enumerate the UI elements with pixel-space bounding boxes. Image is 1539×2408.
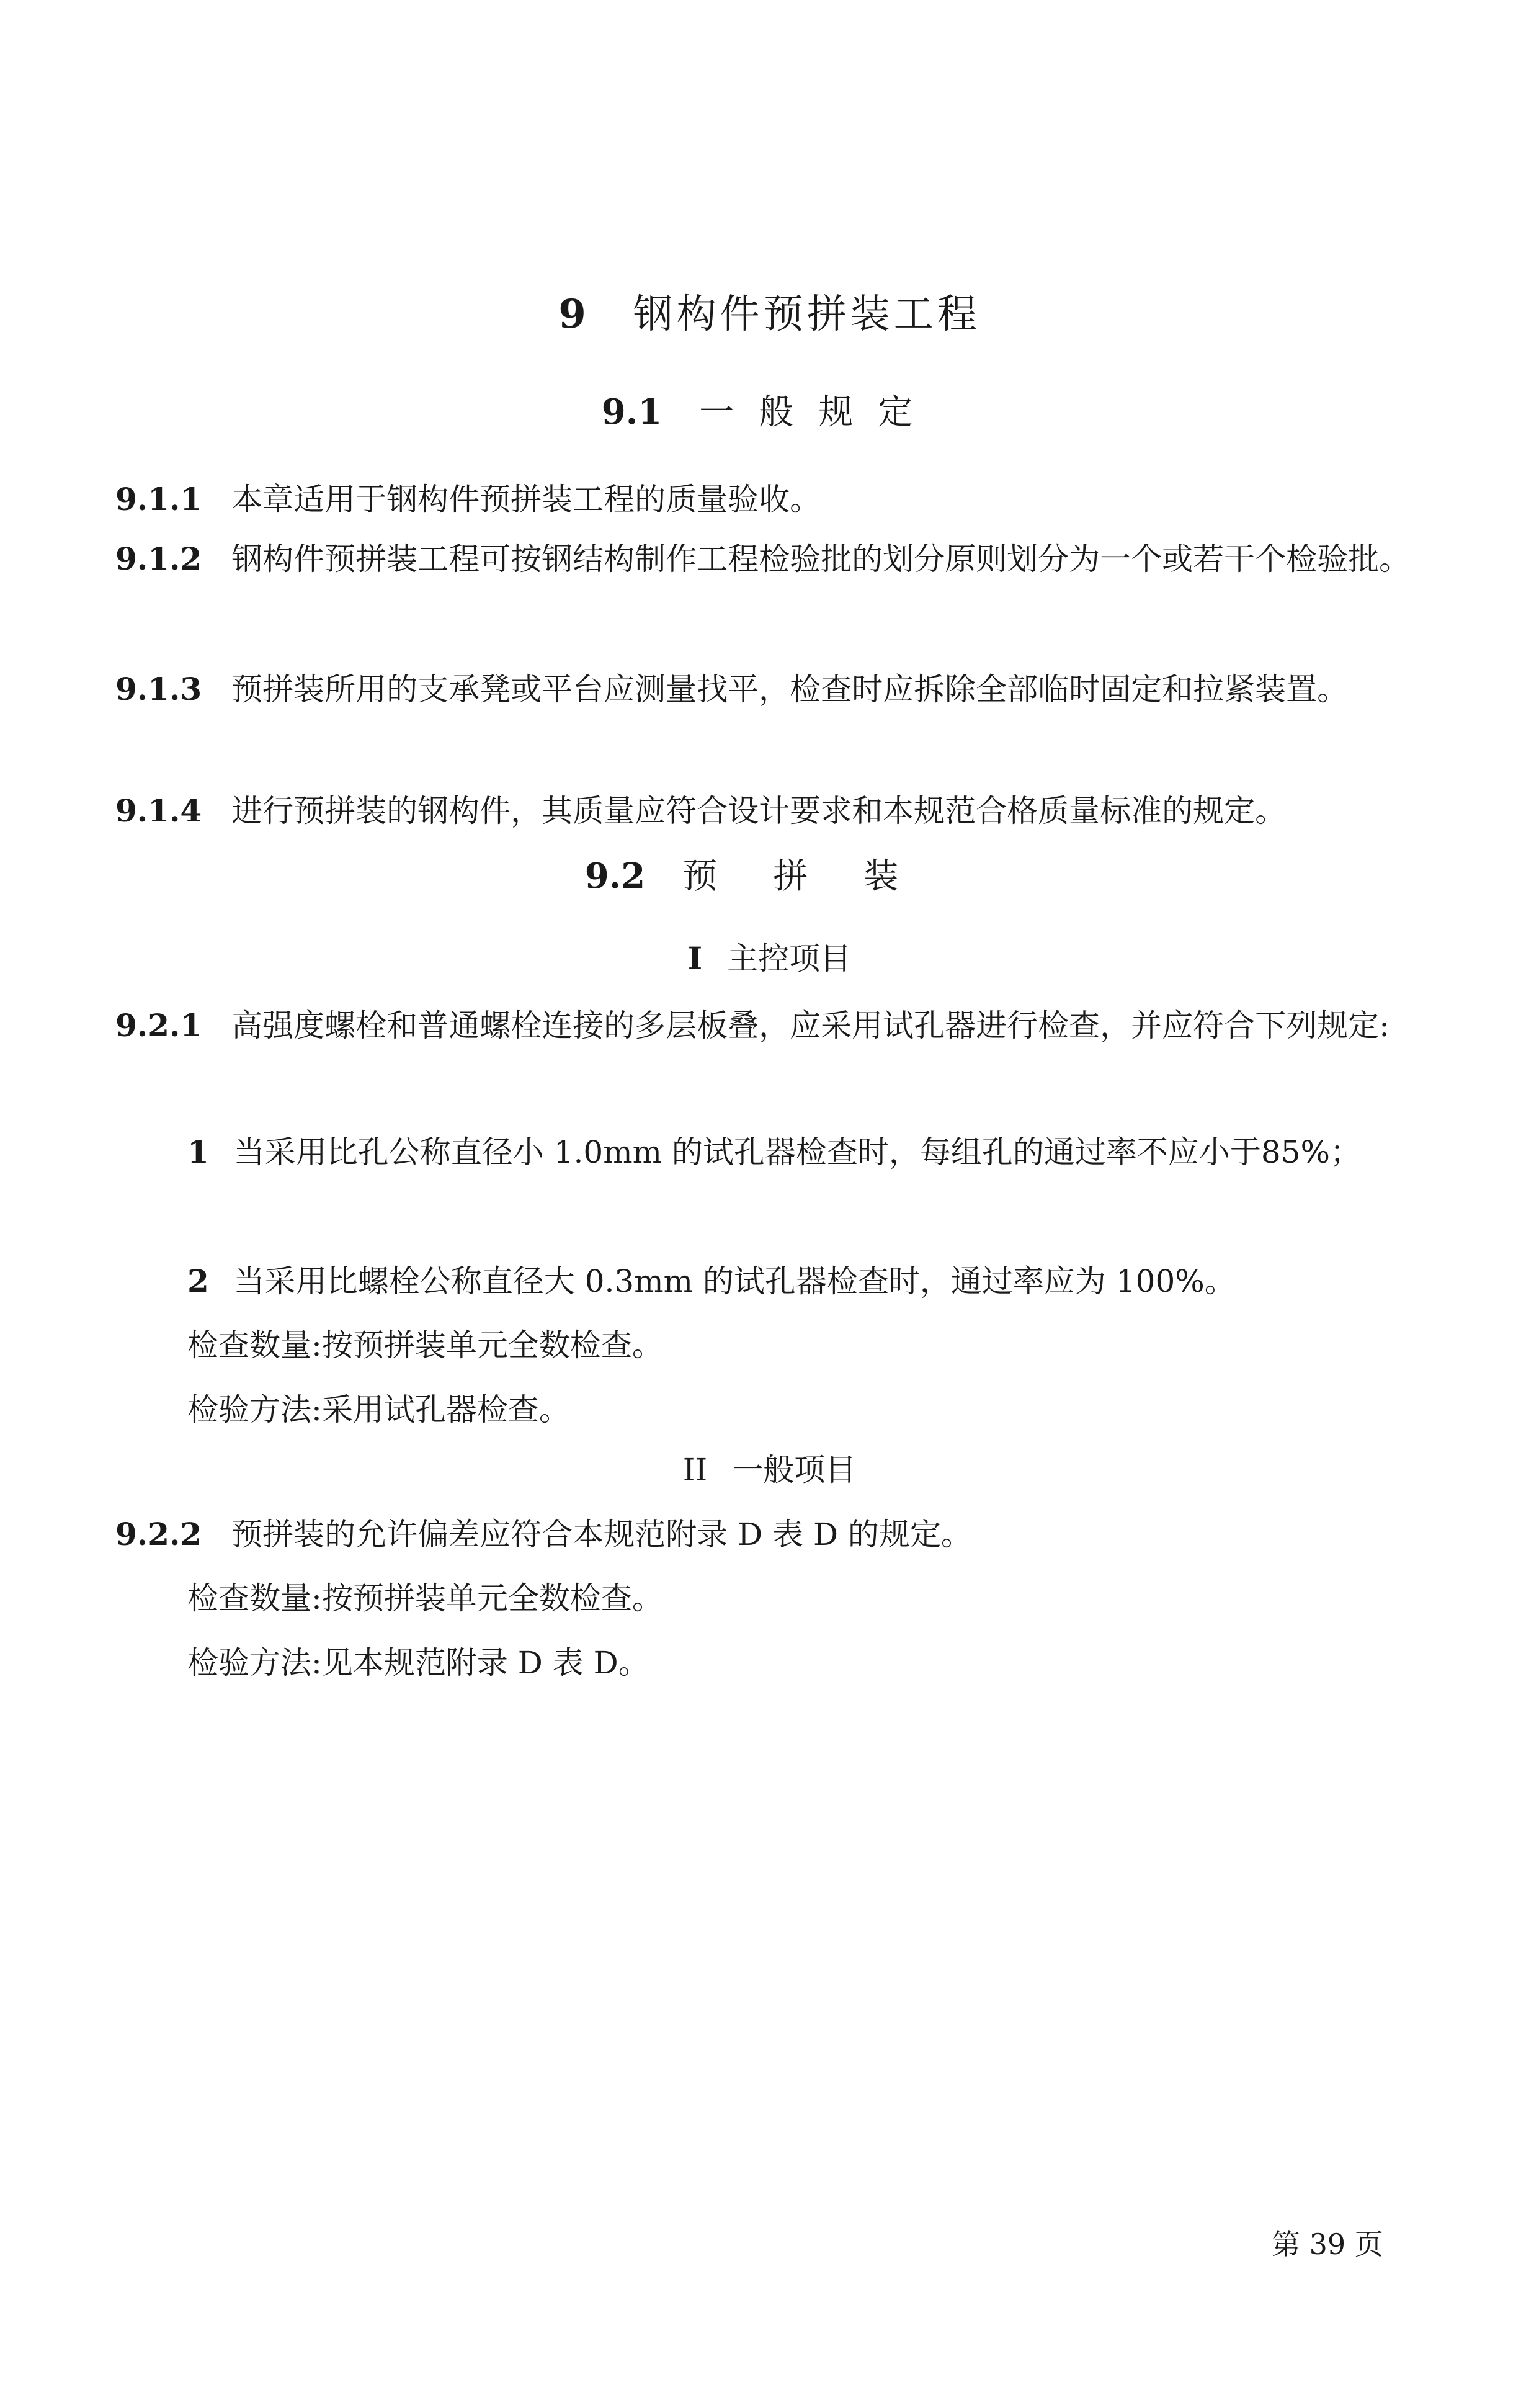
item-number: 1	[187, 1134, 209, 1170]
section-name: 一般规定	[699, 392, 938, 432]
clause-9-1-3	[115, 656, 1424, 722]
clause-text: 高强度螺栓和普通螺栓连接的多层板叠，应采用试孔器进行检查，并应符合下列规定:	[231, 1008, 1390, 1044]
group-numeral: I	[687, 940, 703, 977]
clause-number: 9.1.1	[115, 481, 202, 517]
check-quantity-2	[187, 1566, 663, 1631]
page-number: 第 39 页	[1272, 2227, 1383, 2261]
clause-9-1-2	[115, 526, 1424, 592]
section-title-9-2	[0, 851, 1539, 902]
check-quantity-text: 检查数量:按预拼装单元全数检查。	[187, 1580, 663, 1616]
clause-number: 9.1.3	[115, 671, 202, 707]
check-method-2	[187, 1631, 649, 1696]
section-number: 9.1	[601, 392, 662, 432]
clause-number: 9.2.1	[115, 1007, 202, 1044]
section-number: 9.2	[584, 856, 646, 897]
group-heading-general	[0, 1448, 1539, 1492]
clause-9-1-1	[115, 467, 1424, 532]
group-heading-main-control	[0, 937, 1539, 980]
check-method-text: 检验方法:见本规范附录 D 表 D。	[187, 1645, 649, 1681]
chapter-title	[0, 287, 1539, 342]
clause-9-2-1	[115, 993, 1424, 1059]
check-quantity-text: 检查数量:按预拼装单元全数检查。	[187, 1327, 663, 1363]
chapter-number: 9	[558, 291, 590, 338]
check-method-text: 检验方法:采用试孔器检查。	[187, 1392, 570, 1428]
section-name: 预拼装	[682, 856, 955, 897]
group-title: 主控项目	[727, 941, 852, 977]
group-numeral: II	[682, 1452, 708, 1488]
clause-text: 预拼装的允许偏差应符合本规范附录 D 表 D 的规定。	[231, 1516, 972, 1552]
list-item-2	[187, 1248, 1236, 1314]
check-quantity-1	[187, 1313, 663, 1378]
clause-number: 9.1.4	[115, 792, 202, 829]
chapter-name: 钢构件预拼装工程	[633, 292, 981, 338]
clause-text: 预拼装所用的支承凳或平台应测量找平，检查时应拆除全部临时固定和拉紧装置。	[231, 671, 1349, 707]
item-text: 当采用比螺栓公称直径大 0.3mm 的试孔器检查时，通过率应为 100%。	[233, 1263, 1236, 1299]
clause-number: 9.1.2	[115, 540, 202, 577]
check-method-1	[187, 1377, 570, 1443]
clause-text: 本章适用于钢构件预拼装工程的质量验收。	[231, 481, 821, 517]
section-title-9-1	[0, 387, 1539, 437]
group-title: 一般项目	[732, 1452, 857, 1488]
clause-number: 9.2.2	[115, 1516, 202, 1552]
clause-text: 钢构件预拼装工程可按钢结构制作工程检验批的划分原则划分为一个或若干个检验批。	[231, 541, 1411, 577]
clause-9-2-2	[115, 1502, 1424, 1567]
item-number: 2	[187, 1263, 209, 1299]
item-text: 当采用比孔公称直径小 1.0mm 的试孔器检查时，每组孔的通过率不应小于85%；	[233, 1134, 1362, 1170]
clause-9-1-4	[115, 778, 1424, 844]
list-item-1	[115, 1119, 1424, 1185]
clause-text: 进行预拼装的钢构件，其质量应符合设计要求和本规范合格质量标准的规定。	[231, 793, 1287, 829]
